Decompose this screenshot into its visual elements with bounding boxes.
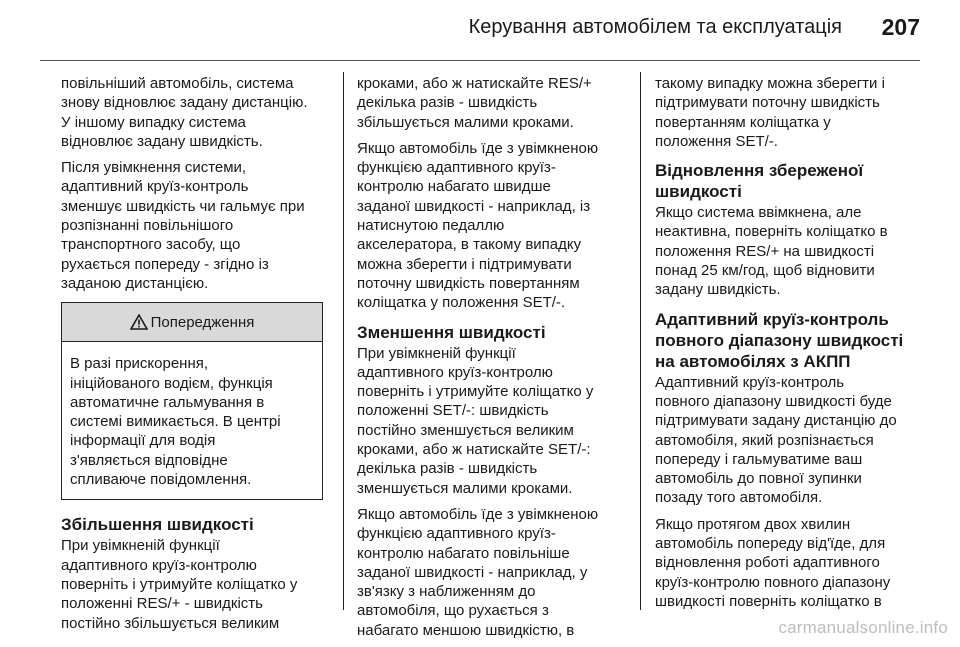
warning-triangle-icon [130, 314, 148, 330]
column-2 [357, 74, 625, 647]
paragraph: Якщо протягом двох хвилин автомобіль попереду від'їде, для відновлення роботі адаптивного круїз-контролю повного діапазону швидкості поверніть коліщатко в [655, 515, 891, 610]
page-title: Керування автомобілем та експлуатація [468, 16, 842, 38]
paragraph: кроками, або ж натискайте RES/+ декілька разів - швидкість збільшується малими кроками. [357, 75, 592, 131]
column-divider-1 [343, 72, 344, 610]
paragraph: такому випадку можна зберегти і підтримувати поточну швидкість повертанням коліщатка у положення SET/-. [655, 75, 885, 150]
section-heading-restore-speed: Відновлення збереженої швидкості [655, 161, 864, 202]
paragraph: Після увімкнення системи, адаптивний круїз-контроль зменшує швидкість чи гальмує при розпізнанні повільнішого транспортного засобу, що рухається попереду - згідно із заданою дистанцією. [61, 159, 305, 292]
page-header [0, 0, 960, 52]
paragraph: Якщо система ввімкнена, але неактивна, поверніть коліщатко в положення RES/+ на швидкості понад 25 км/год, щоб відновити задану швидкість. [655, 204, 888, 299]
warning-text: В разі прискорення, ініційованого водієм, функція автоматичне гальмування в системі вимикається. В центрі інформації для водія з'являється відповідне спливаюче повідомлення. [70, 355, 281, 489]
section-heading-full-range-acc: Адаптивний круїз-контроль повного діапазону швидкості на автомобілях з АКПП [655, 309, 904, 371]
warning-box [61, 302, 323, 500]
page-number: 207 [881, 14, 920, 40]
column-divider-2 [640, 72, 641, 610]
section-heading-decrease-speed: Зменшення швидкості [357, 322, 546, 342]
paragraph: При увімкненій функції адаптивного круїз-контролю поверніть і утримуйте коліщатко у положенні SET/-: швидкість постійно зменшується великим кроками, або ж натискайте SET/-: декілька разів - швидкість зменшується малими кроками. [357, 344, 594, 497]
warning-header [62, 303, 322, 342]
watermark: carmanualsonline.info [778, 618, 948, 637]
column-1 [61, 74, 329, 640]
header-rule [40, 60, 920, 61]
warning-title: Попередження [150, 313, 255, 331]
paragraph: Якщо автомобіль їде з увімкненою функцією адаптивного круїз- контролю набагато швидше заданої швидкості - наприклад, із натиснутою педаллю акселератора, в такому випадку можна зберегти і підтримувати поточну швидкість повертанням коліщатка у положення SET/-. [357, 139, 599, 312]
paragraph: Адаптивний круїз-контроль повного діапазону швидкості буде підтримувати задану дистанцію до автомобіля, який розпізнається попереду і гальмуватиме ваш автомобіль до повної зупинки позаду того автомобіля. [655, 373, 897, 507]
section-heading-increase-speed: Збільшення швидкості [61, 515, 254, 535]
paragraph: повільніший автомобіль, система знову відновлює задану дистанцію. У іншому випадку система відновлює задану швидкість. [61, 75, 308, 150]
paragraph: При увімкненій функції адаптивного круїз-контролю поверніть і утримуйте коліщатко у положенні RES/+ - швидкість постійно збільшується великим [61, 537, 298, 632]
paragraph: Якщо автомобіль їде з увімкненою функцією адаптивного круїз- контролю набагато повільніше заданої швидкості - наприклад, у зв'язку з наближенням до автомобіля, що рухається з набагато меншою швидкістю, в [357, 505, 599, 639]
column-3 [655, 74, 923, 618]
